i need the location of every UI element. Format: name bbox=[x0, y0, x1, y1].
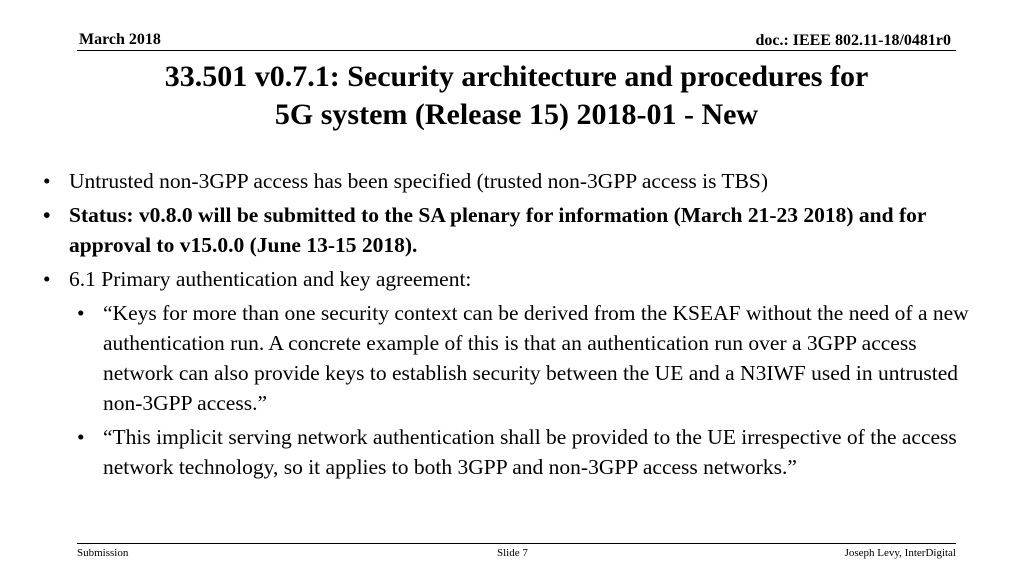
bullet-item-untrusted-access bbox=[40, 166, 990, 196]
bullet-text: Untrusted non-3GPP access has been specified (trusted non-3GPP access is TBS) bbox=[69, 169, 769, 193]
bullet-icon: • bbox=[43, 203, 51, 227]
bullet-icon: • bbox=[43, 267, 51, 291]
sub-bullet-item-keys bbox=[40, 298, 990, 418]
header-date: March 2018 bbox=[79, 31, 161, 48]
sub-bullet-icon: • bbox=[77, 425, 85, 449]
bullet-text: 6.1 Primary authentication and key agreement: bbox=[69, 267, 472, 291]
slide-title-line-2: 5G system (Release 15) 2018-01 - New bbox=[274, 98, 759, 131]
bullet-text: Status: v0.8.0 will be submitted to the SA plenary for information (March 21-23 2018) and for approval to v15.0.0 (June 13-15 2018). bbox=[69, 203, 927, 257]
slide-title bbox=[77, 58, 956, 134]
bullet-item-primary-authentication bbox=[40, 264, 990, 294]
header-doc-id: doc.: IEEE 802.11-18/0481r0 bbox=[755, 32, 951, 49]
slide-title-line-1: 33.501 v0.7.1: Security architecture and procedures for bbox=[164, 60, 869, 93]
footer-submission: Submission bbox=[77, 547, 129, 559]
sub-bullet-text: “This implicit serving network authentication shall be provided to the UE irrespective of the access network technology, so it applies to both 3GPP and non-3GPP access networks.” bbox=[103, 425, 957, 479]
header-divider bbox=[77, 50, 956, 51]
sub-bullet-text: “Keys for more than one security context can be derived from the KSEAF without the need of a new authentication run. A concrete example of this is that an authentication run over a 3GPP access network can also provide keys to establish security between the UE and a N3IWF used in untrusted non-3GPP access.” bbox=[103, 301, 969, 415]
footer-divider bbox=[77, 543, 956, 544]
bullet-icon: • bbox=[43, 169, 51, 193]
footer-author: Joseph Levy, InterDigital bbox=[844, 547, 956, 559]
sub-bullet-item-implicit-auth bbox=[40, 422, 990, 482]
bullet-list bbox=[40, 166, 990, 482]
sub-bullet-icon: • bbox=[77, 301, 85, 325]
bullet-item-status bbox=[40, 200, 990, 260]
footer-slide-number: Slide 7 bbox=[497, 547, 528, 559]
slide-body bbox=[40, 166, 990, 486]
